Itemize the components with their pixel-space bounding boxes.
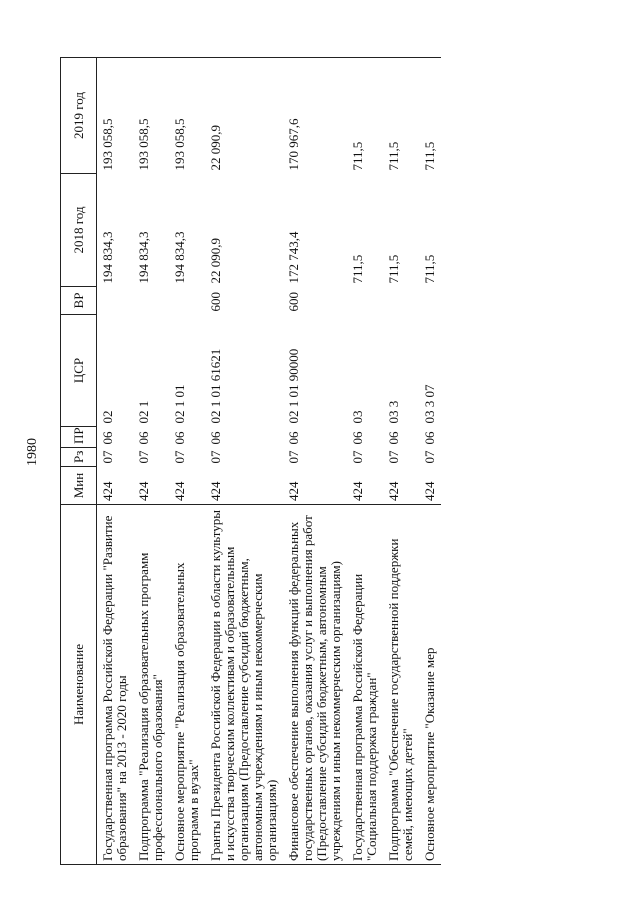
row-2018: 194 834,3: [136, 231, 151, 284]
row-vr: 600: [286, 292, 301, 312]
budget-table-rotated: [60, 58, 615, 865]
row-name: Гранты Президента Российской Федерации в области культуры и искусства творческим коллективам и образовательным организациям (Предоставление субсидий бюджетным, автономным учреждениям и иным некоммерческим организациям): [205, 505, 283, 865]
row-name: Основное мероприятие "Реализация образовательных программ в вузах": [169, 505, 205, 865]
row-rz: 07: [386, 450, 401, 464]
row-2018: 711,5: [350, 254, 365, 284]
row-csr: 03 3 07: [422, 384, 437, 424]
row-2019: 193 058,5: [97, 58, 134, 174]
row-2019: 22 090,9: [205, 58, 283, 174]
row-name: Государственная программа Российской Федерации "Социальная поддержка граждан": [347, 505, 383, 865]
row-min: 424: [422, 481, 437, 501]
table-header-row: [61, 58, 97, 865]
table-row: [169, 58, 205, 865]
header-pr: ПР: [61, 427, 97, 448]
row-vr: [133, 287, 169, 315]
budget-table: [60, 57, 441, 865]
table-row: [383, 58, 419, 865]
row-min: 424: [286, 481, 301, 501]
row-name: Подпрограмма "Реализация образовательных программ профессионального образования": [133, 505, 169, 865]
row-2018: 22 090,9: [208, 238, 223, 284]
row-rz: 07: [350, 450, 365, 464]
row-pr: 06: [208, 431, 223, 445]
header-2019: 2019 год: [61, 58, 97, 174]
row-name: Подпрограмма "Обеспечение государственной поддержки семей, имеющих детей": [383, 505, 419, 865]
row-rz: 07: [208, 450, 223, 464]
row-min: 424: [136, 481, 151, 501]
row-2019: 170 967,6: [283, 58, 347, 174]
row-rz: 07: [286, 450, 301, 464]
row-2018: 711,5: [422, 254, 437, 284]
row-min: 424: [172, 481, 187, 501]
row-vr: 600: [208, 292, 223, 312]
row-rz: 07: [422, 450, 437, 464]
header-2018: 2018 год: [61, 174, 97, 287]
table-row: [97, 58, 134, 865]
row-csr: 02 1 01 90000: [286, 348, 301, 424]
row-csr: 03 3: [386, 400, 401, 424]
row-vr: [419, 287, 441, 315]
row-rz: 07: [172, 450, 187, 464]
row-2018: 194 834,3: [172, 231, 187, 284]
page-number: 1980: [25, 438, 40, 466]
row-min: 424: [208, 481, 223, 501]
row-pr: 06: [350, 431, 365, 445]
row-name: Государственная программа Российской Федерации "Развитие образования" на 2013 - 2020 годы: [97, 505, 134, 865]
row-2019: 711,5: [347, 58, 383, 174]
row-pr: 06: [136, 431, 151, 445]
row-csr: 02 1: [136, 400, 151, 424]
table-row: [205, 58, 283, 865]
table-row: [133, 58, 169, 865]
header-min: Мин: [61, 467, 97, 505]
row-csr: 02: [100, 410, 115, 424]
header-rz: Рз: [61, 448, 97, 467]
row-csr: 03: [350, 410, 365, 424]
row-vr: [347, 287, 383, 315]
row-2018: 711,5: [386, 254, 401, 284]
row-rz: 07: [100, 450, 115, 464]
row-2019: 193 058,5: [133, 58, 169, 174]
row-csr: 02 1 01 61621: [208, 348, 223, 424]
row-pr: 06: [172, 431, 187, 445]
row-min: 424: [350, 481, 365, 501]
row-min: 424: [386, 481, 401, 501]
table-row: [283, 58, 347, 865]
row-name: Основное мероприятие "Оказание мер: [419, 505, 441, 865]
table-row: [347, 58, 383, 865]
header-name: Наименование: [61, 505, 97, 865]
row-vr: [97, 287, 134, 315]
table-row: [419, 58, 441, 865]
row-2019: 193 058,5: [169, 58, 205, 174]
row-2019: 711,5: [419, 58, 441, 174]
row-pr: 06: [100, 431, 115, 445]
row-2019: 711,5: [383, 58, 419, 174]
row-2018: 194 834,3: [100, 231, 115, 284]
row-pr: 06: [422, 431, 437, 445]
row-2018: 172 743,4: [286, 231, 301, 284]
row-pr: 06: [386, 431, 401, 445]
budget-table-frame: [60, 58, 615, 865]
row-rz: 07: [136, 450, 151, 464]
row-vr: [169, 287, 205, 315]
row-min: 424: [100, 481, 115, 501]
header-vr: ВР: [61, 287, 97, 315]
row-vr: [383, 287, 419, 315]
row-csr: 02 1 01: [172, 384, 187, 424]
row-pr: 06: [286, 431, 301, 445]
header-csr: ЦСР: [61, 315, 97, 427]
row-name: Финансовое обеспечение выполнения функций федеральных государственных органов, оказания услуг и выполнения работ (Предоставление субсидий бюджетным, автономным учреждениям и иным некоммерческим организациям): [283, 505, 347, 865]
